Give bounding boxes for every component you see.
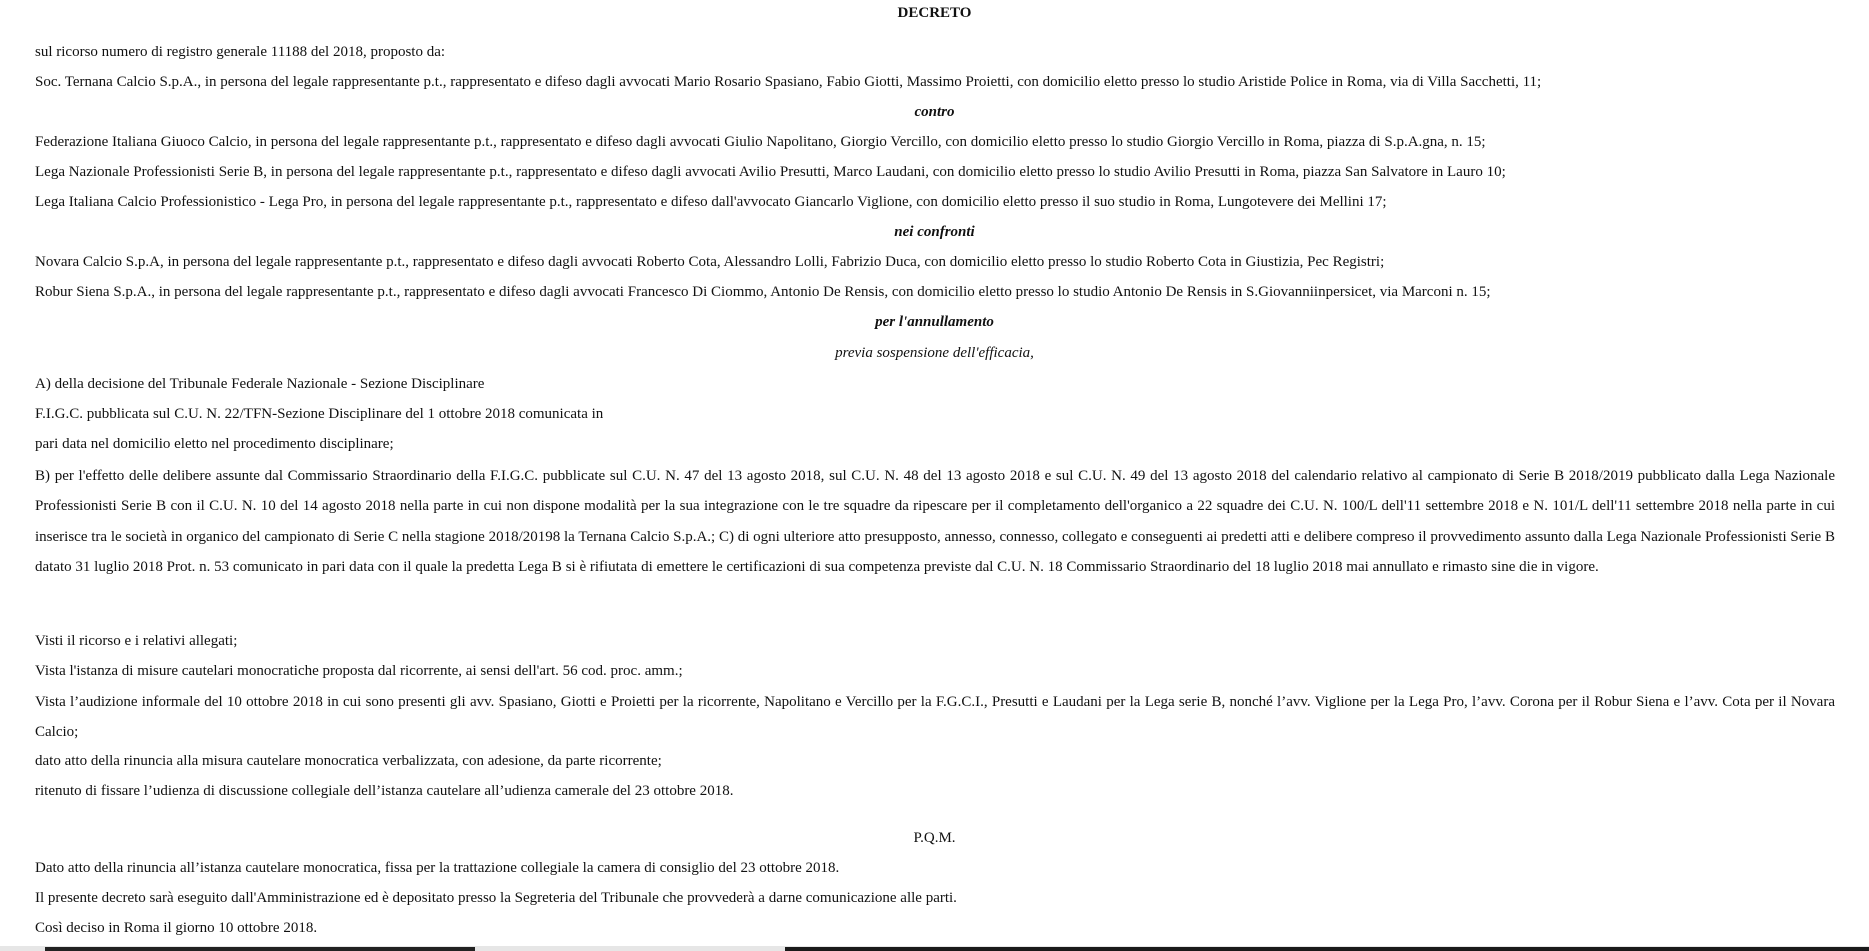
rinuncia-line: dato atto della rinuncia alla misura cautelare monocratica verbalizzata, con adesione, da parte ricorrente; — [35, 753, 662, 769]
dispositivo-line-1: Dato atto della rinuncia all’istanza cautelare monocratica, fissa per la trattazione collegiale la camera di consiglio del 23 ottobre 2018. — [35, 860, 840, 876]
resistente-lega-pro: Lega Italiana Calcio Professionistico - Lega Pro, in persona del legale rappresentante p.t., rappresentato e difeso dall'avvocato Giancarlo Viglione, con domicilio eletto presso il suo studio in Roma, Lungotevere dei Mellini 17; — [35, 194, 1387, 210]
punto-a-line-1: A) della decisione del Tribunale Federale Nazionale - Sezione Disciplinare — [35, 376, 485, 392]
controinteressato-novara: Novara Calcio S.p.A, in persona del legale rappresentante p.t., rappresentato e difeso dagli avvocati Roberto Cota, Alessandro Lolli, Fabrizio Duca, con domicilio eletto presso lo studio Roberto Cota in Giustizia, Pec Registri; — [35, 254, 1385, 270]
confronti-heading: nei confronti — [894, 224, 975, 240]
resistente-lega-b: Lega Nazionale Professionisti Serie B, in persona del legale rappresentante p.t., rappresentato e difeso dagli avvocati Avilio Presutti, Marco Laudani, con domicilio eletto presso lo studio Avilio Presutti in Roma, piazza San Salvatore in Lauro 10; — [35, 164, 1506, 180]
dispositivo-line-3: Così deciso in Roma il giorno 10 ottobre 2018. — [35, 920, 318, 936]
dispositivo-line-2: Il presente decreto sarà eseguito dall'Amministrazione ed è depositato presso la Segreteria del Tribunale che provvederà a darne comunicazione alle parti. — [35, 890, 957, 906]
punto-a-line-2: F.I.G.C. pubblicata sul C.U. N. 22/TFN-Sezione Disciplinare del 1 ottobre 2018 comunicata in — [35, 406, 604, 422]
sospensione-heading: previa sospensione dell'efficacia, — [835, 345, 1034, 361]
contro-heading: contro — [914, 104, 955, 120]
punto-b-paragraph: B) per l'effetto delle delibere assunte dal Commissario Straordinario della F.I.G.C. pubblicate sul C.U. N. 47 del 13 agosto 2018, sul C.U. N. 48 del 13 agosto 2018 e sul C.U. N. 49 del 13 agosto 2018 del calendario relativo al campionato di Serie B 2018/2019 pubblicato dalla Lega Nazionale Professionisti Serie B con il C.U. N. 10 del 14 agosto 2018 nella parte in cui non dispone modalità per la sua integrazione con le tre squadre da ripescare per il completamento dell'organico a 22 squadre dei C.U. N. 100/L dell'11 settembre 2018 e N. 101/L dell'11 settembre 2018 nella parte in cui inserisce tra le società in organico del campionato di Serie C nella stagione 2018/20198 la Ternana Calcio S.p.A.; C) di ogni ulteriore atto presupposto, annesso, connesso, collegato e conseguenti ai predetti atti e delibere compreso il provvedimento assunto dalla Lega Nazionale Professionisti Serie B datato 31 luglio 2018 Prot. n. 53 comunicato in pari data con il quale la predetta Lega B si è rifiutata di emettere le certificazioni di sua competenza previste dal C.U. N. 18 Commissario Straordinario del 18 luglio 2018 mai annullato e rimasto sine die in vigore. — [35, 468, 1835, 575]
annullamento-heading: per l'annullamento — [875, 314, 994, 330]
ricorrente-paragraph: Soc. Ternana Calcio S.p.A., in persona del legale rappresentante p.t., rappresentato e difeso dagli avvocati Mario Rosario Spasiano, Fabio Giotti, Massimo Proietti, con domicilio eletto presso lo studio Aristide Police in Roma, via di Villa Sacchetti, 11; — [35, 74, 1542, 90]
vista-istanza-line: Vista l'istanza di misure cautelari monocratiche proposta dal ricorrente, ai sensi dell'art. 56 cod. proc. amm.; — [35, 663, 683, 679]
audizione-paragraph: Vista l’audizione informale del 10 ottobre 2018 in cui sono presenti gli avv. Spasiano, Giotti e Proietti per la ricorrente, Napolitano e Vercillo per la F.G.C.I., Presutti e Laudani per la Lega serie B, nonché l’avv. Viglione per la Lega Pro, l’avv. Corona per il Robur Siena e l’avv. Cota per il Novara Calcio; — [35, 694, 1835, 741]
punto-a-line-3: pari data nel domicilio eletto nel procedimento disciplinare; — [35, 436, 394, 452]
scrollbar-thumb[interactable] — [45, 947, 475, 951]
ritenuto-line: ritenuto di fissare l’udienza di discussione collegiale dell’istanza cautelare all’udienza camerale del 23 ottobre 2018. — [35, 783, 734, 799]
controinteressato-siena: Robur Siena S.p.A., in persona del legale rappresentante p.t., rappresentato e difeso dagli avvocati Francesco Di Ciommo, Antonio De Rensis, con domicilio eletto presso lo studio Antonio De Rensis in S.Giovanniinpersicet, via Marconi n. 15; — [35, 284, 1491, 300]
visti-line: Visti il ricorso e i relativi allegati; — [35, 633, 238, 649]
intro-line: sul ricorso numero di registro generale 11188 del 2018, proposto da: — [35, 44, 446, 60]
horizontal-scrollbar[interactable] — [0, 946, 1869, 951]
resistente-figc: Federazione Italiana Giuoco Calcio, in persona del legale rappresentante p.t., rappresentato e difeso dagli avvocati Giulio Napolitano, Giorgio Vercillo, con domicilio eletto presso lo studio Giorgio Vercillo in Roma, piazza di S.p.A.gna, n. 15; — [35, 134, 1486, 150]
pqm-heading: P.Q.M. — [913, 830, 956, 846]
scrollbar-track-dark — [785, 947, 1869, 951]
document-title: DECRETO — [897, 5, 972, 21]
